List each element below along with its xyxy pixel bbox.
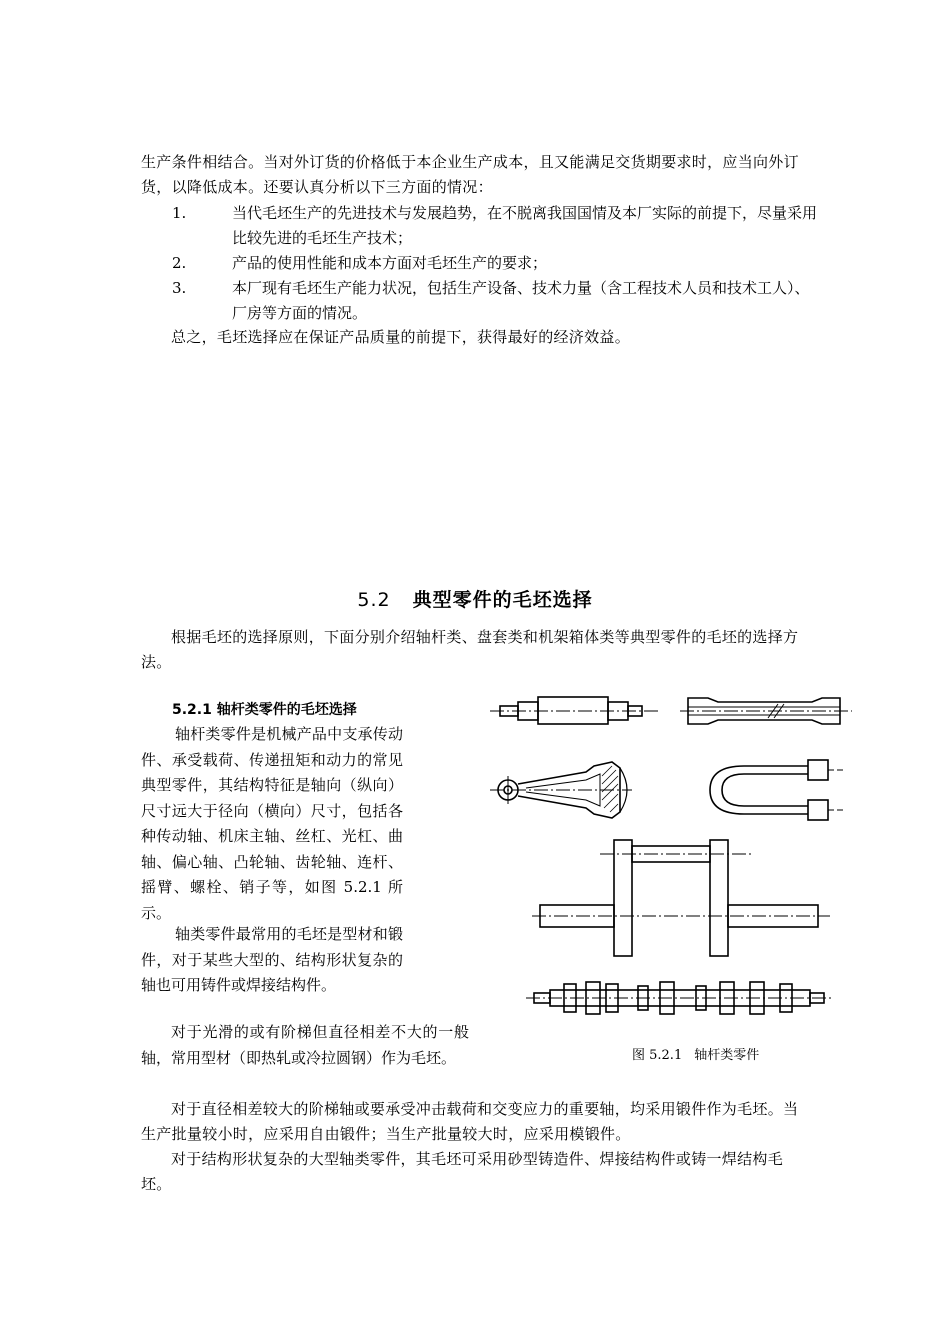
figure-caption xyxy=(632,1046,759,1066)
list-item xyxy=(172,251,822,276)
list-text: 当代毛坯生产的先进技术与发展趋势，在不脱离我国国情及本厂实际的前提下，尽量采用比较先进的毛坯生产技术； xyxy=(232,204,818,247)
u-bolt-drawing xyxy=(710,760,846,820)
list-number: 1. xyxy=(172,204,187,222)
crankshaft-drawing xyxy=(532,840,830,956)
hollow-spindle-drawing xyxy=(680,698,852,724)
list-number: 3. xyxy=(172,279,187,297)
section-number: 5.2 xyxy=(357,589,391,611)
figure-caption-text: 轴杆类零件 xyxy=(694,1048,760,1063)
list-number: 2. xyxy=(172,254,187,272)
list-text: 本厂现有毛坯生产能力状况，包括生产设备、技术力量（含工程技术人员和技术工人）、厂房等方面的情况。 xyxy=(232,279,810,322)
bar-stock-paragraph: 对于光滑的或有阶梯但直径相差不大的一般轴，常用型材（即热轧或冷拉圆钢）作为毛坯。 xyxy=(141,1023,469,1067)
casting-paragraph: 对于结构形状复杂的大型轴类零件，其毛坯可采用砂型铸造件、焊接结构件或铸一焊结构毛坯。 xyxy=(141,1150,784,1193)
stepped-shaft-drawing xyxy=(490,697,660,724)
list-text: 产品的使用性能和成本方面对毛坯生产的要求； xyxy=(232,254,548,272)
section-intro: 根据毛坯的选择原则，下面分别介绍轴杆类、盘套类和机架箱体类等典型零件的毛坯的选择方法。 xyxy=(141,628,799,671)
list-item xyxy=(172,201,822,251)
list-item xyxy=(172,276,822,326)
intro-paragraph: 生产条件相结合。当对外订货的价格低于本企业生产成本，且又能满足交货期要求时，应当向外订货，以降低成本。还要认真分析以下三方面的情况： xyxy=(141,153,799,196)
figure-label: 图 5.2.1 xyxy=(632,1048,683,1063)
section-heading xyxy=(0,586,950,614)
camshaft-drawing xyxy=(526,982,832,1014)
connecting-rod-drawing xyxy=(490,762,632,818)
summary-paragraph: 总之，毛坯选择应在保证产品质量的前提下，获得最好的经济效益。 xyxy=(171,328,631,346)
section-title: 典型零件的毛坯选择 xyxy=(412,589,593,611)
forging-paragraph: 对于直径相差较大的阶梯轴或要承受冲击载荷和交变应力的重要轴，均采用锻件作为毛坯。当生产批量较小时，应采用自由锻件；当生产批量较大时，应采用模锻件。 xyxy=(141,1100,799,1143)
shaft-description: 轴杆类零件是机械产品中支承传动件、承受载荷、传递扭矩和动力的常见典型零件，其结构特征是轴向（纵向）尺寸远大于径向（横向）尺寸，包括各种传动轴、机床主轴、丝杠、光杠、曲轴、偏心轴、凸轮轴、齿轮轴、连杆、摇臂、螺栓、销子等，如图 5.2.1 所示。 xyxy=(141,725,403,922)
shaft-parts-figure xyxy=(482,680,862,1025)
subsection-title: 5.2.1 轴杆类零件的毛坯选择 xyxy=(172,702,357,718)
blank-materials-paragraph: 轴类零件最常用的毛坯是型材和锻件，对于某些大型的、结构形状复杂的轴也可用铸件或焊接结构件。 xyxy=(141,925,403,994)
